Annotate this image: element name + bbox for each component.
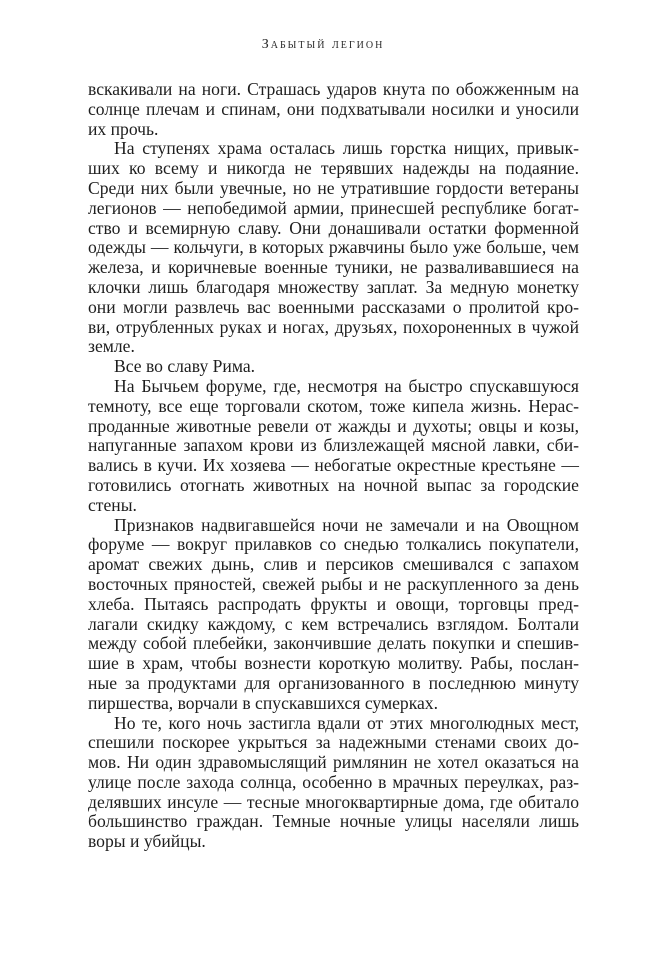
body-text: [88, 80, 579, 852]
text-line: мов. Ни один здравомыслящий римлянин не хотел оказаться на: [88, 752, 579, 773]
text-line: делявших инсуле — тесные многоквартирные дома, где обитало: [88, 791, 579, 812]
paragraph: [88, 80, 579, 139]
text-line: ви, отрубленных руках и ногах, друзьях, похороненных в чужой: [88, 316, 579, 337]
text-line: между собой плебейки, закончившие делать покупки и спешив-: [88, 633, 579, 654]
text-line: легионов — непобедимой армии, принесшей республике богат-: [88, 197, 579, 218]
text-line: Но те, кого ночь застигла вдали от этих многолюдных мест,: [114, 712, 579, 733]
text-line: аромат свежих дынь, слив и персиков смешивался с запахом: [88, 554, 579, 575]
text-line: проданные животные ревели от жажды и духоты; овцы и козы,: [88, 415, 579, 436]
text-line: их прочь.: [88, 118, 159, 139]
paragraph: [88, 714, 579, 853]
paragraph: [88, 357, 579, 377]
text-line: вскакивали на ноги. Страшась ударов кнута по обожженным на: [88, 79, 579, 99]
text-line: пиршества, ворчали в спускавшихся сумерках.: [88, 692, 439, 713]
text-line: вались в кучи. Их хозяева — небогатые окрестные крестьяне —: [88, 455, 579, 476]
text-line: Признаков надвигавшейся ночи не замечали и на Овощном: [114, 514, 579, 535]
paragraph: [88, 139, 579, 357]
text-line: они могли развлечь вас военными рассказами о пролитой кро-: [88, 296, 579, 317]
text-line: лагали скидку каждому, с кем встречались взглядом. Болтали: [88, 613, 579, 634]
running-header: Забытый легион: [261, 37, 385, 52]
text-line: спешили поскорее укрыться за надежными стенами своих до-: [88, 732, 579, 753]
text-line: большинство граждан. Темные ночные улицы населяли лишь: [88, 811, 579, 832]
text-line: железа, и коричневые военные туники, не разваливавшиеся на: [88, 257, 579, 278]
text-line: готовились отогнать животных на ночной выпас за городские: [88, 474, 579, 495]
text-line: восточных пряностей, свежей рыбы и не раскупленного за день: [88, 573, 579, 594]
text-line: стены.: [88, 494, 137, 515]
text-line: ших ко всему и никогда не терявших надежды на подаяние.: [88, 158, 579, 179]
text-line: земле.: [88, 336, 135, 357]
text-line: хлеба. Пытаясь распродать фрукты и овощи, торговцы пред-: [88, 593, 579, 614]
text-line: На Бычьем форуме, где, несмотря на быстро спускавшуюся: [114, 375, 579, 396]
text-line: клочки лишь благодаря множеству заплат. За медную монетку: [88, 276, 579, 297]
text-line: одежды — кольчуги, в которых ржавчины было уже больше, чем: [88, 237, 579, 258]
text-line: воры и убийцы.: [88, 831, 206, 852]
text-line: Среди них были увечные, но не утратившие гордости ветераны: [88, 177, 579, 198]
text-line: На ступенях храма осталась лишь горстка нищих, привык-: [114, 138, 579, 159]
text-line: темноту, все еще торговали скотом, тоже кипела жизнь. Нерас-: [88, 395, 579, 416]
text-line: шие в храм, чтобы вознести короткую молитву. Рабы, послан-: [88, 653, 579, 674]
paragraph: [88, 516, 579, 714]
text-line: улице после захода солнца, особенно в мрачных переулках, раз-: [88, 771, 579, 792]
text-line: солнце плечам и спинам, они подхватывали носилки и уносили: [88, 98, 579, 119]
text-line: ные за продуктами для организованного в последнюю минуту: [88, 672, 579, 693]
text-line: Все во славу Рима.: [114, 356, 256, 377]
text-line: форуме — вокруг прилавков со снедью толкались покупатели,: [88, 534, 579, 555]
text-line: напуганные запахом крови из близлежащей мясной лавки, сби-: [88, 435, 579, 456]
paragraph: [88, 377, 579, 516]
text-line: ство и всемирную славу. Они донашивали остатки форменной: [88, 217, 579, 238]
